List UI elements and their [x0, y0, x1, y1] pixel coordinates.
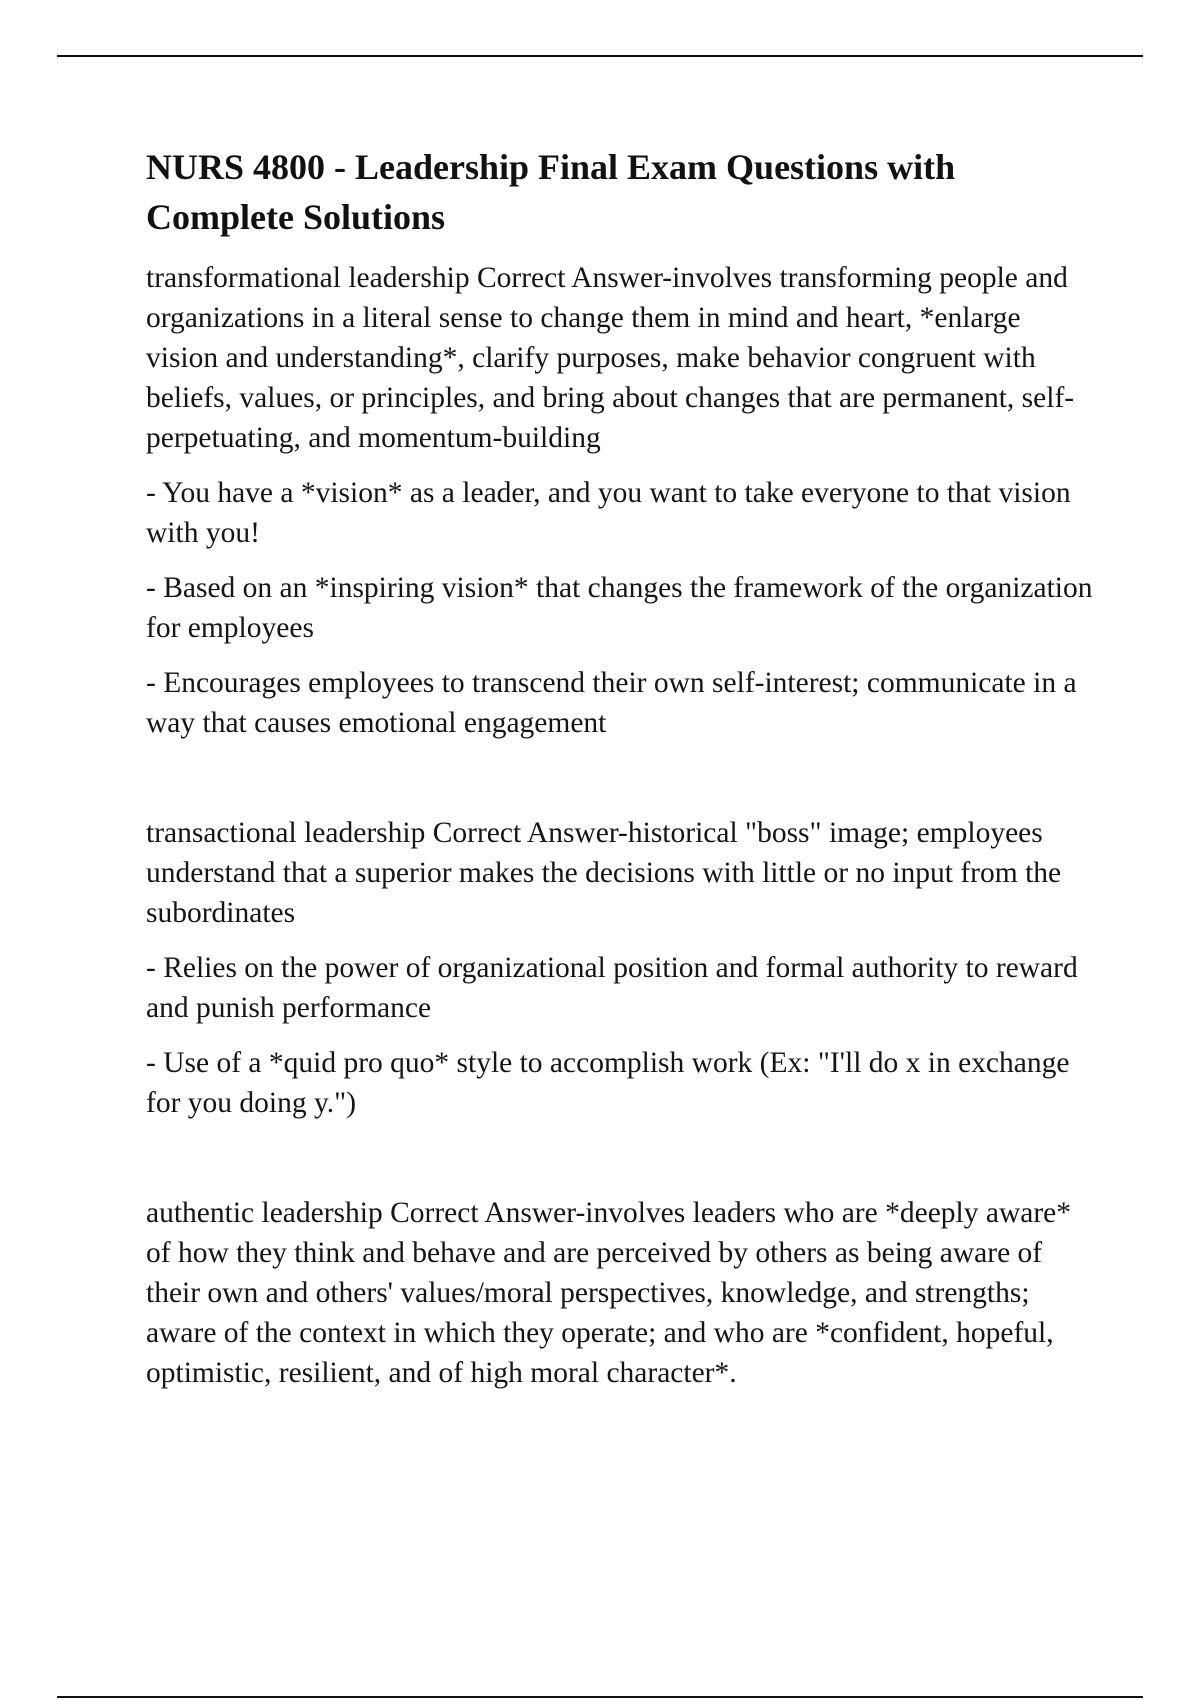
header-rule [57, 55, 1143, 57]
answer-bullet: - Based on an *inspiring vision* that changes the framework of the organization for employees [146, 572, 1093, 644]
qa-entry-transformational [146, 258, 1096, 743]
answer-bullet: - Relies on the power of organizational position and formal authority to reward and punish performance [146, 952, 1078, 1024]
document-body [146, 142, 1096, 1393]
qa-entry-transactional [146, 813, 1096, 1123]
answer-bullet: - You have a *vision* as a leader, and you want to take everyone to that vision with you! [146, 477, 1071, 549]
answer-paragraph: transactional leadership Correct Answer-historical "boss" image; employees understand that a superior makes the decisions with little or no input from the subordinates [146, 817, 1062, 929]
answer-bullet: - Use of a *quid pro quo* style to accomplish work (Ex: "I'll do x in exchange for you doing y.") [146, 1047, 1070, 1119]
qa-entry-authentic [146, 1193, 1096, 1393]
footer-rule [57, 1696, 1143, 1698]
document-title: NURS 4800 - Leadership Final Exam Questions with Complete Solutions [146, 147, 956, 237]
answer-paragraph: transformational leadership Correct Answer-involves transforming people and organizations in a literal sense to change them in mind and heart, *enlarge vision and understanding*, clarify purposes, make behavior congruent with beliefs, values, or principles, and bring about changes that are permanent, self-perpetuating, and momentum-building [146, 262, 1075, 454]
answer-bullet: - Encourages employees to transcend their own self-interest; communicate in a way that causes emotional engagement [146, 667, 1077, 739]
answer-paragraph: authentic leadership Correct Answer-involves leaders who are *deeply aware* of how they think and behave and are perceived by others as being aware of their own and others' values/moral perspectives, knowledge, and strengths; aware of the context in which they operate; and who are *confident, hopeful, optimistic, resilient, and of high moral character*. [146, 1197, 1072, 1389]
